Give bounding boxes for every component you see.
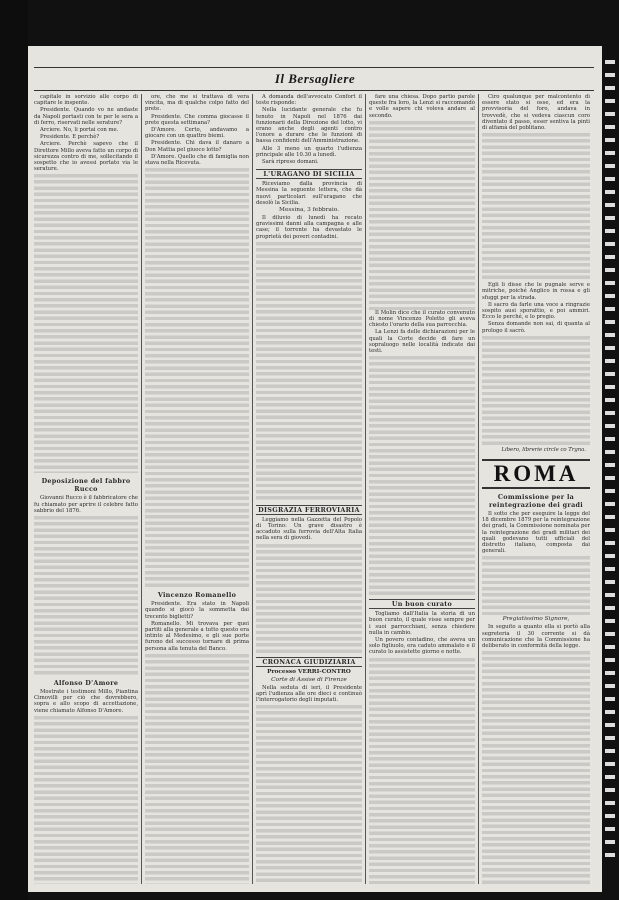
- scan-border-left: [0, 0, 28, 900]
- col4-para4: Togliamo dall'Italia la storia di un buon curato, il quale visse sempre per i suoi parrocchiani, senza chiedere nulla in cambio.: [369, 611, 475, 636]
- col5-para5: Il sotto che per eseguire la legge del 18 dicembre 1879 per la reintegrazione dei gradi, la Commissione nominata per la reintegrazione dei gradi militari dei quali godevano tutti ufficiali del distretto italiano, composta dai generali.: [482, 511, 590, 555]
- col1-para6: Giovanni Rucco è il fabbricatore che fu chiamato per aprire il celebre fatto sabbrio del 1876.: [34, 495, 138, 514]
- col5-para1: Ciro qualunque per malcontento di essere stato si osse, ed era la provvisoria del foro, andava in trovvedè, che si vedeva ciascun coro diventato il passo, esser sentiva la pinti di atfamà del poblitano.: [482, 94, 590, 132]
- col1-para3: Arciere. No, li portai con me.: [40, 127, 119, 134]
- column-separator: [478, 94, 479, 884]
- col1-text-block: [34, 173, 138, 473]
- col5-heading-commissione: Commissione per la reintegrazione dei gradi: [488, 493, 584, 510]
- col1-para2: Presidente. Quando vo ne andaste da Napoli portasti con te per le sera a di ferro, riservati nelle serature?: [34, 107, 138, 126]
- header-rule-bottom: [34, 90, 594, 91]
- col2-para6: Presidente. Era stato in Napoli quando si giocò la sommetta dai trecento biglietti?: [145, 601, 249, 620]
- col3-text-block: [256, 241, 362, 501]
- col5-salutation: Pregiatissimo Signore,: [502, 616, 570, 623]
- col5-para4: Senza domande non sai, di quanta al prologo il sacrò.: [482, 321, 590, 334]
- col3-para3: Alle 3 meno un quarto l'udienza principale alle 10.30 a lunedì.: [256, 145, 362, 158]
- col3-text-block-2: [256, 543, 362, 653]
- col5-para6: In seguito a quanto ella si portò alla segreteria il 30 corrente si dà comunicazione che la Commissione ha deliberato in conformità della legge.: [482, 624, 590, 650]
- col4-para2: Il Molin dice che il curato convenuto di nome Vincenzo Poletto gli aveva chiesto l'orario della sua parrocchia.: [369, 309, 475, 329]
- column-2: [145, 94, 249, 884]
- column-1: [34, 94, 138, 884]
- column-3: [256, 94, 362, 884]
- masthead: Il Bersagliere: [274, 71, 356, 86]
- col1-heading-amore: Alfonso D'Amore: [53, 679, 119, 688]
- column-4: [369, 94, 475, 884]
- col2-heading-romanello: Vincenzo Romanello: [157, 591, 237, 600]
- col2-para5: D'Amore. Quello che di famiglia non stava nella Ricevuta.: [145, 153, 249, 167]
- col4-heading-buon-curato: Un buon curato: [369, 599, 475, 609]
- col1-heading-fabbro: Deposizione del fabbro Rucco: [41, 477, 131, 494]
- col3-subheading-corte: Corte di Assise di Firenze: [271, 676, 347, 683]
- col3-para4: Sarà ripreso domani.: [262, 159, 319, 166]
- col3-heading-uragano: L'URAGANO DI SICILIA: [256, 169, 362, 179]
- col2-para3: D'Amore. Certo, andavamo a giocare con un quattro biemi.: [145, 127, 249, 140]
- col3-heading-disgrazia: DISGRAZIA FERROVIARIA: [256, 505, 362, 515]
- col1-para7: Mostrate i testimoni Millo, Piantina Cimovilli per ciò che dovrebbero, sopra e allo scopo di accettazione, viene chiamato Alfonso D'Amore.: [34, 689, 138, 714]
- header-rule-top: [34, 67, 594, 68]
- col3-para7: Leggiamo nella Gazzetta del Popolo di Torino: Un grave disastro è accaduto sulla ferrovia dell'Alta Italia nella sera di giovedì.: [256, 516, 362, 542]
- col5-text-block-4: [482, 650, 590, 884]
- col5-para3: Il sacro da farle una voce a ringrazie sospito ausi sporattio, e poi ammiri. Ecco le perché, e lo pregio.: [482, 301, 590, 321]
- column-separator: [141, 94, 142, 884]
- col3-para5: Riceviamo dalla provincia di Messina la seguente lettera, che dà nuovi particolari sull'uragano che desolò la Sicilia.: [256, 181, 362, 206]
- col3-dateline: Messina, 3 febbraio.: [279, 207, 339, 214]
- col2-text-block-2: [145, 653, 249, 884]
- col4-text-block: [369, 120, 475, 310]
- section-title-roma: ROMA: [482, 459, 590, 489]
- col3-para8: Nella seduta di ieri, il Presidente aprì l'udienza alle ore dieci e continuò l'interrogatorio degli imputati.: [256, 684, 362, 704]
- col2-text-block: [145, 167, 249, 587]
- col3-text-block-3: [256, 704, 362, 884]
- col3-heading-cronaca: CRONACA GIUDIZIARIA: [256, 657, 362, 667]
- column-separator: [252, 94, 253, 884]
- col4-text-block-3: [369, 657, 475, 884]
- col3-para2: Nella lucidante generale che fu tenuto in Napoli nel 1876 dai funzionarii della Direzione del lotto, vi erano anche degli agenti contro l'onore a durare che le funzioni di bassa confidenti dell'Amministrazione.: [256, 107, 362, 145]
- col3-para6: Il diluvio di lunedì ha recato gravissimi danni alla campagna e alle case; il torrente ha devastato le proprietà dei poveri contadini.: [256, 215, 362, 240]
- col2-para1: ore, che me si trattava di vera vincita, ma di qualche colpo fatto del prete.: [145, 94, 249, 113]
- col4-para1: fare una chiesa. Dopo partio parole queste fra loro, la Lenzi si raccomandò e volle sapere chi voleva andare al secondo.: [369, 94, 475, 119]
- film-edge-marks: [605, 60, 615, 860]
- col1-para1: capitale in sorvizio alle corpo di capitare le inspente.: [34, 94, 138, 107]
- col4-para5: Un povero contadino, che aveva un solo figliuolo, era caduto ammalato e il curato lo assistette giorno e notte.: [369, 637, 475, 656]
- col5-text-block-3: [482, 555, 590, 615]
- col4-para3: La Lenzi fa delle dichiarazioni per le quali la Corte decide di fare un sopraluogo nelle località indicate dai testi.: [369, 329, 475, 355]
- col2-para7: Romanello. Mi trovava per quei partiti alla generale a tutto questo era intinto al Medesimo, e gli sue porte furono del successo tornare di prima persona alla tenuta del Banco.: [145, 620, 249, 652]
- col2-para4: Presidente. Chi dava il danaro a Don Mattia pel giuoco lotto?: [145, 140, 249, 153]
- col4-text-block-2: [369, 355, 475, 595]
- col3-para1: A domanda dell'avvocato Confort il teste risponde:: [256, 94, 362, 107]
- col5-para2: Egli li disse che le pugnale serve e mitriche, poiché Anglico in rossa e gli sfuggi per la strada.: [482, 282, 590, 301]
- col1-text-block-2: [34, 515, 138, 675]
- col1-text-block-3: [34, 715, 138, 884]
- column-5: [482, 94, 590, 884]
- col1-para4: Presidente. E perchè?: [40, 134, 100, 141]
- col5-text-block: [482, 132, 590, 282]
- col5-text-block-2: [482, 335, 590, 445]
- col1-para5: Arciere. Perchè sapevo che il Direttore Millo aveva fatto un corpo di sicurezza contro di me, sollecitando il sospetto che io avessi portato via le serature.: [34, 141, 138, 173]
- col3-subheading-processo: Processo VERRI-CONTRO: [267, 668, 351, 675]
- column-separator: [365, 94, 366, 884]
- col2-para2: Presidente. Che comma giocasse il prete questa settimana?: [145, 113, 249, 126]
- col5-signature: Libero, librerie circle co Trgna.: [501, 446, 586, 453]
- newspaper-page: [28, 46, 602, 892]
